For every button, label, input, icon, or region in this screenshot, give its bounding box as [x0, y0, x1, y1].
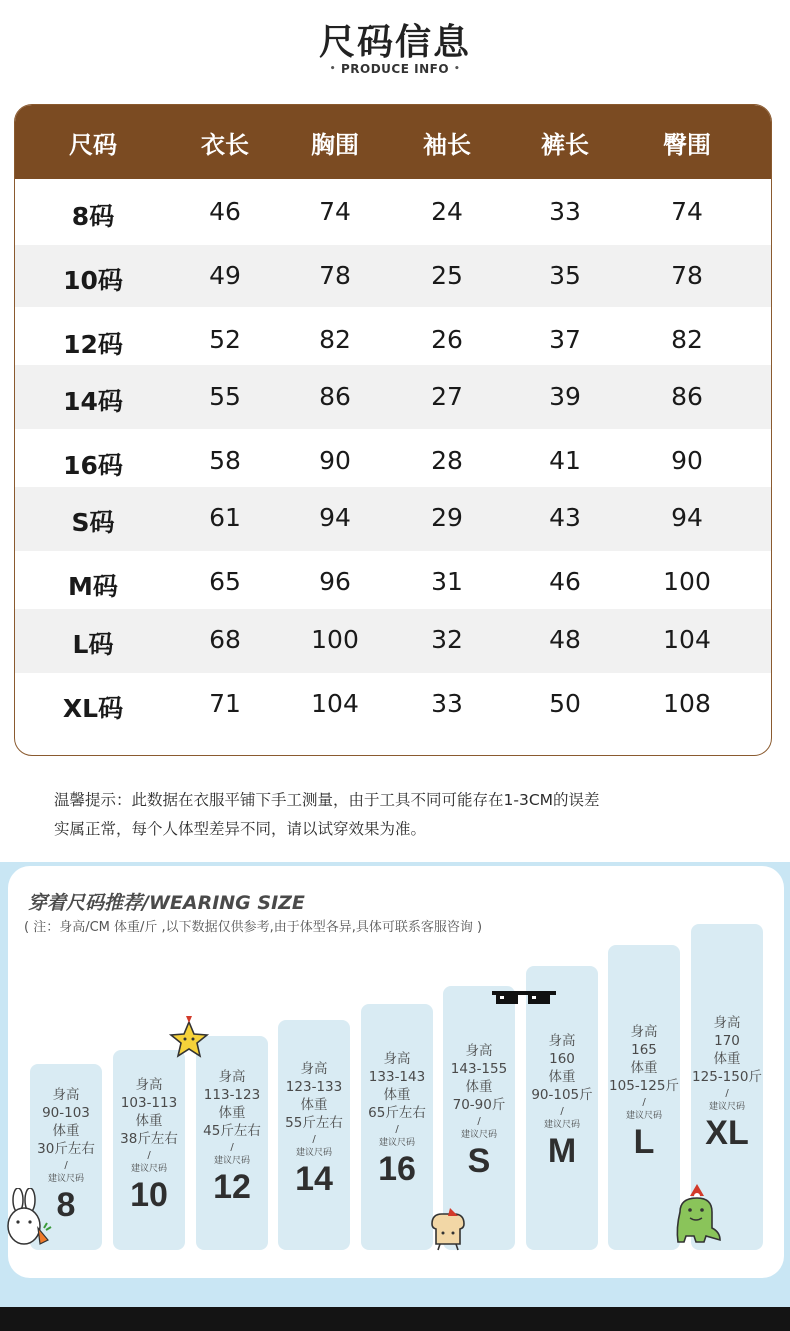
suggest-label: 建议尺码	[213, 1156, 250, 1166]
cell-hip: 78	[671, 261, 703, 290]
separator: /	[147, 1150, 151, 1161]
page-subtitle	[0, 62, 790, 76]
note-line-1: 温馨提示：此数据在衣服平铺下手工测量，由于工具不同可能存在1-3CM的误差	[54, 791, 600, 809]
separator: /	[725, 1088, 729, 1099]
suggest-label: 建议尺码	[130, 1164, 167, 1174]
toast-sticker-icon	[424, 1206, 470, 1254]
cell-size: S码	[71, 508, 115, 537]
cell-size: 10码	[63, 266, 123, 295]
sunglasses-sticker-icon	[492, 990, 556, 1008]
cell-size: 14码	[63, 387, 123, 416]
cell-size: 8码	[71, 202, 115, 231]
suggest-label: 建议尺码	[47, 1174, 84, 1184]
suggest-label: 建议尺码	[460, 1130, 497, 1140]
cell-chest: 82	[319, 325, 351, 354]
height-label: 身高	[52, 1087, 80, 1103]
rabbit-sticker-icon	[4, 1188, 52, 1250]
size-pillar-10	[113, 1050, 185, 1250]
height-label: 身高	[135, 1077, 163, 1093]
weight-label: 体重	[218, 1105, 246, 1121]
separator: /	[560, 1106, 564, 1117]
suggested-size: 14	[295, 1160, 333, 1198]
suggest-label: 建议尺码	[378, 1138, 415, 1148]
separator: /	[395, 1124, 399, 1135]
table-row	[15, 673, 771, 756]
cell-sleeve: 25	[431, 261, 463, 290]
separator: /	[64, 1160, 68, 1171]
cell-sleeve: 26	[431, 325, 463, 354]
cell-pants: 48	[549, 625, 581, 654]
height-label: 身高	[218, 1069, 246, 1085]
cell-sleeve: 33	[431, 689, 463, 718]
subtitle-dot-left: •	[329, 64, 336, 74]
column-header-hip: 臀围	[663, 131, 711, 159]
cell-sleeve: 27	[431, 382, 463, 411]
cell-pants: 33	[549, 197, 581, 226]
suggested-size: S	[467, 1142, 491, 1180]
cell-pants: 39	[549, 382, 581, 411]
separator: /	[642, 1097, 646, 1108]
weight-value: 90-105斤	[531, 1087, 593, 1103]
height-value: 170	[714, 1033, 740, 1049]
table-row	[15, 307, 771, 365]
cell-size: L码	[72, 630, 114, 659]
subtitle-text: PRODUCE INFO	[340, 62, 450, 76]
cell-size: M码	[68, 572, 118, 601]
table-row	[15, 609, 771, 673]
recommendation-subtitle: ( 注：身高/CM 体重/斤 ,以下数据仅供参考,由于体型各异,具体可联系客服咨询 )	[24, 920, 483, 935]
cell-pants: 43	[549, 503, 581, 532]
bottom-strip	[0, 1307, 790, 1331]
weight-value: 65斤左右	[368, 1105, 426, 1121]
cell-hip: 104	[663, 625, 711, 654]
weight-value: 105-125斤	[609, 1078, 679, 1094]
suggested-size: 16	[378, 1150, 416, 1188]
cell-hip: 86	[671, 382, 703, 411]
table-row	[15, 245, 771, 307]
height-label: 身高	[383, 1051, 411, 1067]
cell-size: 12码	[63, 330, 123, 359]
suggest-label: 建议尺码	[295, 1148, 332, 1158]
cell-hip: 82	[671, 325, 703, 354]
separator: /	[477, 1116, 481, 1127]
height-label: 身高	[548, 1033, 576, 1049]
cell-hip: 74	[671, 197, 703, 226]
size-pillar-12	[196, 1036, 268, 1250]
height-value: 113-123	[203, 1087, 261, 1103]
star-sticker-icon	[168, 1014, 210, 1062]
weight-value: 125-150斤	[692, 1069, 762, 1085]
cell-pants: 35	[549, 261, 581, 290]
cell-length: 55	[209, 382, 241, 411]
cell-chest: 100	[311, 625, 359, 654]
suggested-size: M	[547, 1132, 577, 1170]
weight-label: 体重	[630, 1060, 658, 1076]
cell-sleeve: 31	[431, 567, 463, 596]
weight-value: 45斤左右	[203, 1123, 261, 1139]
suggested-size: 8	[56, 1186, 76, 1224]
height-value: 165	[631, 1042, 657, 1058]
height-label: 身高	[300, 1061, 328, 1077]
cell-length: 46	[209, 197, 241, 226]
height-value: 133-143	[368, 1069, 426, 1085]
cell-chest: 78	[319, 261, 351, 290]
cell-sleeve: 24	[431, 197, 463, 226]
size-pillar-14	[278, 1020, 350, 1250]
cell-length: 71	[209, 689, 241, 718]
cell-length: 68	[209, 625, 241, 654]
cell-hip: 108	[663, 689, 711, 718]
weight-value: 55斤左右	[285, 1115, 343, 1131]
cell-pants: 46	[549, 567, 581, 596]
page-title: 尺码信息	[318, 22, 471, 63]
suggested-size: XL	[705, 1114, 749, 1152]
column-header-chest: 胸围	[311, 131, 359, 159]
suggest-label: 建议尺码	[625, 1111, 662, 1121]
cell-chest: 86	[319, 382, 351, 411]
table-row	[15, 551, 771, 609]
cell-sleeve: 28	[431, 446, 463, 475]
cell-chest: 96	[319, 567, 351, 596]
column-header-size: 尺码	[69, 131, 117, 159]
table-row	[15, 365, 771, 429]
cell-hip: 94	[671, 503, 703, 532]
column-header-length: 衣长	[201, 131, 249, 159]
cell-sleeve: 32	[431, 625, 463, 654]
table-row	[15, 429, 771, 487]
cell-length: 65	[209, 567, 241, 596]
cell-size: 16码	[63, 451, 123, 480]
weight-value: 70-90斤	[452, 1097, 506, 1113]
cell-chest: 104	[311, 689, 359, 718]
weight-label: 体重	[713, 1051, 741, 1067]
weight-value: 38斤左右	[120, 1131, 178, 1147]
weight-label: 体重	[300, 1097, 328, 1113]
height-value: 123-133	[285, 1079, 343, 1095]
cell-pants: 50	[549, 689, 581, 718]
table-row	[15, 487, 771, 551]
suggest-label: 建议尺码	[708, 1102, 745, 1112]
separator: /	[312, 1134, 316, 1145]
dinosaur-sticker-icon	[670, 1184, 724, 1246]
weight-label: 体重	[548, 1069, 576, 1085]
height-value: 103-113	[120, 1095, 178, 1111]
weight-value: 30斤左右	[37, 1141, 95, 1157]
height-value: 90-103	[42, 1105, 90, 1121]
suggested-size: 12	[213, 1168, 251, 1206]
weight-label: 体重	[135, 1113, 163, 1129]
cell-chest: 74	[319, 197, 351, 226]
height-value: 143-155	[450, 1061, 508, 1077]
weight-label: 体重	[52, 1123, 80, 1139]
cell-pants: 41	[549, 446, 581, 475]
suggest-label: 建议尺码	[543, 1120, 580, 1130]
cell-length: 61	[209, 503, 241, 532]
column-header-pants: 裤长	[541, 131, 589, 159]
size-pillar-16	[361, 1004, 433, 1250]
cell-length: 49	[209, 261, 241, 290]
cell-chest: 94	[319, 503, 351, 532]
height-label: 身高	[465, 1043, 493, 1059]
table-header	[15, 105, 771, 179]
note-line-2: 实属正常，每个人体型差异不同，请以试穿效果为准。	[54, 820, 427, 838]
height-label: 身高	[713, 1015, 741, 1031]
suggested-size: 10	[130, 1176, 168, 1214]
recommendation-title: 穿着尺码推荐/WEARING SIZE	[28, 892, 305, 914]
cell-hip: 100	[663, 567, 711, 596]
table-row	[15, 179, 771, 245]
size-table	[14, 104, 772, 756]
column-header-sleeve: 袖长	[423, 131, 471, 159]
measurement-note	[54, 786, 744, 844]
cell-pants: 37	[549, 325, 581, 354]
subtitle-dot-right: •	[454, 64, 461, 74]
height-value: 160	[549, 1051, 575, 1067]
cell-sleeve: 29	[431, 503, 463, 532]
cell-chest: 90	[319, 446, 351, 475]
cell-length: 52	[209, 325, 241, 354]
cell-length: 58	[209, 446, 241, 475]
cell-size: XL码	[62, 694, 124, 723]
suggested-size: L	[633, 1123, 655, 1161]
weight-label: 体重	[465, 1079, 493, 1095]
cell-hip: 90	[671, 446, 703, 475]
weight-label: 体重	[383, 1087, 411, 1103]
size-pillar-m	[526, 966, 598, 1250]
separator: /	[230, 1142, 234, 1153]
height-label: 身高	[630, 1024, 658, 1040]
